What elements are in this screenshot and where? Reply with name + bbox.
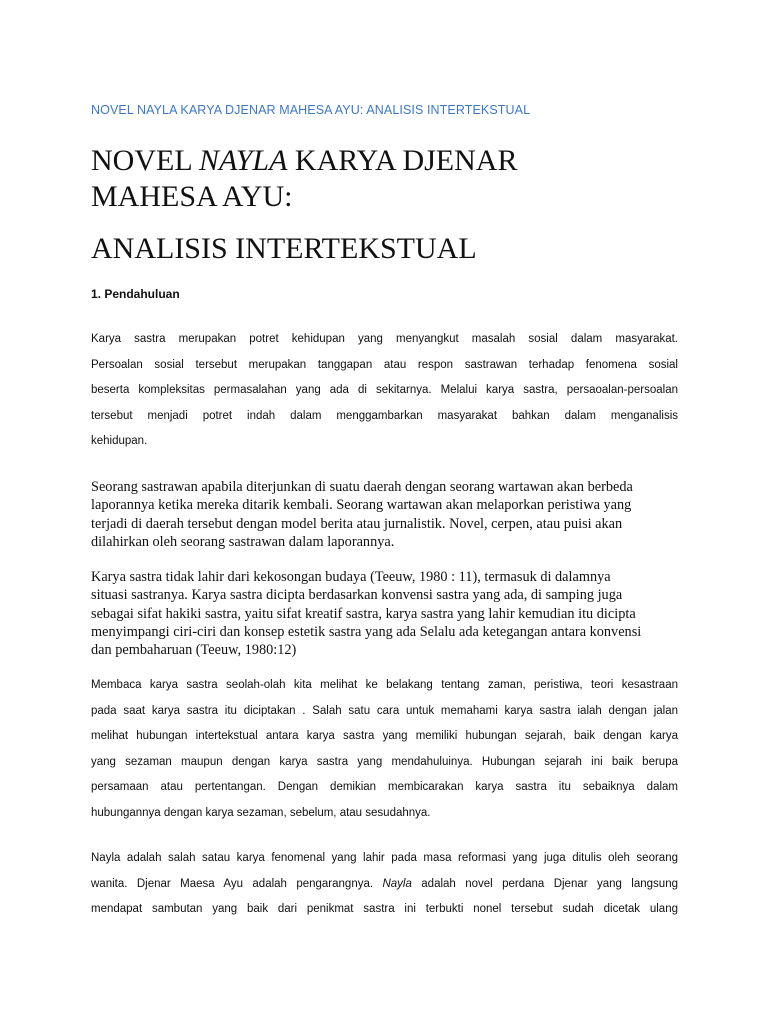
paragraph-5 xyxy=(91,846,678,923)
title-line-2: MAHESA AYU: xyxy=(91,180,293,213)
title-italic-nayla: NAYLA xyxy=(199,144,288,177)
italic-nayla: Nayla xyxy=(382,877,412,890)
text-run: wanita. Djenar Maesa Ayu adalah pengarangnya. xyxy=(91,877,383,890)
title-line-1 xyxy=(91,144,517,178)
paragraph-2 xyxy=(91,478,678,551)
text-run: adalah novel perdana Djenar yang langsung xyxy=(411,877,678,890)
paragraph-line: situasi sastranya. Karya sastra dicipta berdasarkan konvensi sastra yang ada, di samping juga xyxy=(91,587,623,604)
paragraph-line: mendapat sambutan yang baik dari penikmat sastra ini terbukti nonel tersebut sudah dicetak ulang xyxy=(91,903,678,915)
paragraph-line: hubungannya dengan karya sezaman, sebelum, atau sesudahnya. xyxy=(91,806,431,819)
paragraph-line: Karya sastra merupakan potret kehidupan yang menyangkut masalah sosial dalam masyarakat. xyxy=(91,333,678,345)
paragraph-line: beserta kompleksitas permasalahan yang ada di sekitarnya. Melalui karya sastra, persaoalan-persoalan xyxy=(91,384,678,396)
section-heading: 1. Pendahuluan xyxy=(91,287,180,301)
paragraph-line: dilahirkan oleh seorang sastrawan dalam laporannya. xyxy=(91,533,395,550)
paragraph-line: menyimpangi ciri-ciri dan konsep estetik sastra yang ada Selalu ada ketegangan antara konvensi xyxy=(91,623,642,640)
paragraph-line: terjadi di daerah tersebut dengan model berita atau jurnalistik. Novel, cerpen, atau puisi akan xyxy=(91,515,623,532)
paragraph-line: laporannya ketika mereka ditarik kembali. Seorang wartawan akan melaporkan peristiwa yang xyxy=(91,497,632,514)
paragraph-line: Seorang sastrawan apabila diterjunkan di suatu daerah dengan seorang wartawan akan berbeda xyxy=(91,479,633,495)
paragraph-line: dan pembaharuan (Teeuw, 1980:12) xyxy=(91,642,297,659)
paragraph-line: melihat hubungan intertekstual antara karya sastra yang memiliki hubungan sejarah, baik dengan karya xyxy=(91,730,678,742)
paragraph-4 xyxy=(91,673,678,826)
paragraph-line: Nayla adalah salah satau karya fenomenal yang lahir pada masa reformasi yang juga ditulis oleh seorang xyxy=(91,852,678,864)
running-header: NOVEL NAYLA KARYA DJENAR MAHESA AYU: ANALISIS INTERTEKSTUAL xyxy=(91,103,531,117)
paragraph-line: kehidupan. xyxy=(91,435,148,447)
paragraph-line-with-italic xyxy=(91,872,678,898)
paragraph-line: persamaan atau pertentangan. Dengan demikian membicarakan karya sastra itu sebaiknya dalam xyxy=(91,781,678,793)
title-prefix: NOVEL xyxy=(91,144,200,177)
paragraph-line: pada saat karya sastra itu diciptakan . Salah satu cara untuk memahami karya sastra ialah dengan jalan xyxy=(91,704,678,717)
paragraph-3 xyxy=(91,568,678,659)
paragraph-line: Persoalan sosial tersebut merupakan tanggapan atau respon sastrawan terhadap fenomena sosial xyxy=(91,358,678,371)
paragraph-line: Membaca karya sastra seolah-olah kita melihat ke belakang tentang zaman, peristiwa, teori kesastraan xyxy=(91,679,678,691)
paragraph-line: sebagai sifat hakiki sastra, yaitu sifat kreatif sastra, karya sastra yang lahir kemudian itu dicipta xyxy=(91,605,636,622)
title-suffix: KARYA DJENAR xyxy=(287,144,518,177)
paragraph-1 xyxy=(91,327,678,455)
paragraph-line: yang sezaman maupun dengan karya sastra yang mendahuluinya. Hubungan sejarah ini baik berupa xyxy=(91,755,678,768)
paragraph-line: tersebut menjadi potret indah dalam menggambarkan masyarakat bahkan dalam menganalisis xyxy=(91,409,678,422)
title-line-3: ANALISIS INTERTEKSTUAL xyxy=(91,232,477,265)
paragraph-line: Karya sastra tidak lahir dari kekosongan budaya (Teeuw, 1980 : 11), termasuk di dalamnya xyxy=(91,569,611,585)
